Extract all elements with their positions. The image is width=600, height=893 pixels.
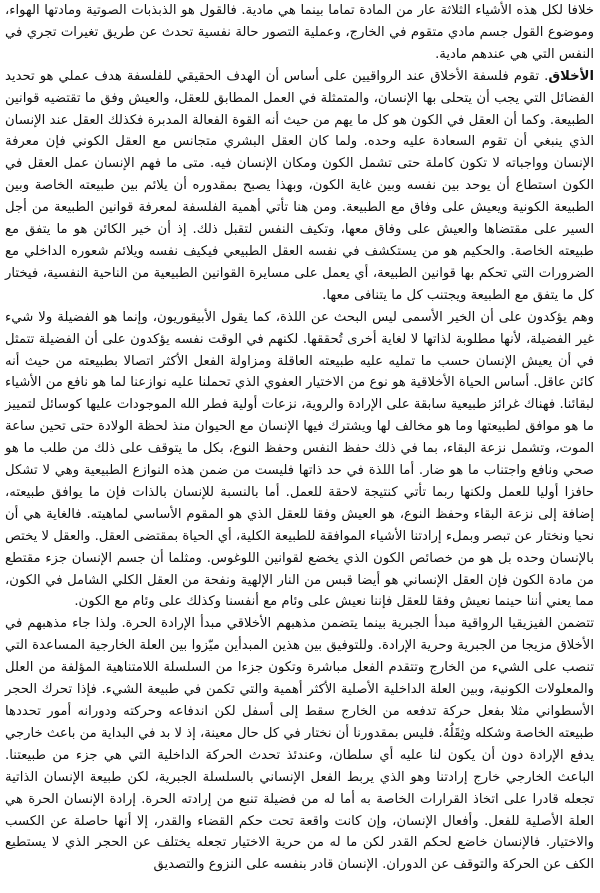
paragraph-ethics-body: . تقوم فلسفة الأخلاق عند الرواقيين على أساس أن الهدف الحقيقي للفلسفة هدف عملي هو تحديد الفضائل التي يجب أن يتحلى بها الإنسان، والمتمثلة في العمل المطابق للعقل، والعيش وفق ما تقتضيه قوانين الطبيعة. وكما أن العقل في الكون هو كل ما يهم من حيث أنه القوة الفعالة المدبرة فكذلك العقل عند الإنسان الذي ينبغي أن تقوم السعادة عليه وحده. ولما كان العقل البشري متجانس مع العقل الكوني فإن معرفة الإنسان وواجباته لا تكون كاملة حتى تشمل الكون ومكان الإنسان فيه. متى ما فهم الإنسان عمل العقل في الكون استطاع أن يوحد بين نفسه وبين غاية الكون، وبهذا يصبح بمقدوره أن يلائم بين طبيعته الخاصة وبين الطبيعة الكونية ويعيش على وفاق مع الطبيعة. ومن هنا تأتي أهمية الفلسفة لمعرفة قوانين الطبيعة من أجل السير على مقتضاها والعيش على وفاق معها، وتكيف النفس لتقبل ذلك. إذ أن خير الكائن هو ما يتفق مع طبيعته الخاصة. والحكيم هو من يستكشف في نفسه العقل الطبيعي فيكيف نفسه ويلائم شعوره الداخلي مع الضرورات التي تحكم بها قوانين الطبيعة، أي يعمل على مسايرة القوانين الطبيعية من الناحية النفسية، فيختار كل ما يتفق مع الطبيعة ويجتنب كل ما يتنافى معها. — [5, 68, 594, 303]
section-term-ethics: الأخلاق — [548, 68, 594, 84]
paragraph-free-will: تتضمن الفيزيقيا الرواقية مبدأ الجبرية بينما يتضمن مذهبهم الأخلاقي مبدأ الإرادة الحرة. ولذا جاء مذهبهم في الأخلاق مزيجا من الجبرية وحرية الإرادة. وللتوفيق بين هذين المبدأين ميّزوا بين العلة الخارجية المساعدة التي تنصب على الشيء من الخارج وتتقدم الفعل مباشرة وتكون جزءا من السلسلة اللامتناهية المؤلفة من العلل والمعلولات الكونية، وبين العلة الداخلية الأصلية الأكثر أهمية والتي تكمن في طبيعة الشيء. فإذا تحرك الحجر الأسطواني مثلا بفعل حركة تدفعه من الخارج سقط إلى أسفل لكن اندفاعه وحركته ودورانه أمور تحددها طبيعته الخاصة وشكله وثِقَلُهُ. فليس بمقدورنا أن نختار في كل حال معينة، إذ لا بد في البداية من باعث خارجي يدفع الإرادة دون أن يكون لنا عليه أي سلطان، وعندئذ تحدث الحركة الداخلية التي هي جزء من طبيعتنا. الباعث الخارجي خارج إرادتنا وهو الذي يربط الفعل الإنساني بالسلسلة الجبرية، لكن طبيعة الإنسان الذاتية تجعله قادرا على اتخاذ القرارات الخاصة به أما له من فضيلة تنبع من إرادته الحرة. إرادة الإنسان الحرة هي العلة الأصلية للفعل. وأفعال الإنسان، وإن كانت واقعة تحت حكم القضاء والقدر، إلا أنها حاصلة عن الكسب والاختيار. فالإنسان خاضع لحكم القدر لكن ما له من حرية الاختيار تجعله يختلف عن الحجر الذي لا يستطيع الكف عن الحركة والتوقف عن الدوران. الإنسان قادر بنفسه على النزوع والتصديق — [5, 616, 594, 873]
paragraph-ethics — [5, 66, 594, 307]
paragraph-virtue: وهم يؤكدون على أن الخير الأسمى ليس البحث عن اللذة، كما يقول الأبيقوريون، وإنما هو الفضيلة ولا شيء غير الفضيلة، لأنها مطلوبة لذاتها لا لغاية أخرى تُحققها. لكنهم في الوقت نفسه يؤكدون على أن الفضيلة تتمثل في أن يعيش الإنسان حسب ما تمليه عليه طبيعته العاقلة ومزاولة الفعل الأكثر اتصالا بطبيعته من حيث أنه كائن عاقل. أساس الحياة الأخلاقية هو نوع من الاختيار العفوي الذي تحملنا عليه نوازعنا لما هو نافع من الأشياء لبقائنا. فهناك غرائز طبيعية سابقة على الإرادة والروية، نزعات أولية فطر الله الموجودات عليها كوسائل لتمييز ما هو موافق لطبيعتها وما هو مخالف لها ويشترك فيها الإنسان مع الحيوان منذ لحظة الولادة حتى تحين ساعة الموت، وتشمل نزعة البقاء، بما في ذلك حفظ النفس وحفظ النوع، بكل ما يتوقف على ذلك من طلب ما هو صحي ونافع واجتناب ما هو ضار. أما اللذة في حد ذاتها فليست من ضمن هذه النوازع الطبيعية وهي لا تشكل حافزا أوليا للعمل ولكنها ربما تأتي كنتيجة لاحقة للعمل. أما بالنسبة للإنسان بالذات فإن ما يوافق طبيعته، إضافة إلى نزعة البقاء وحفظ النوع، هو العيش وفقا للعقل الذي هو المقوم الأساسي لماهيته. فالغاية هي أن نحيا ونختار عن تبصر وبملء إرادتنا الأشياء الموافقة للطبيعة الكلية، أي الحياة بمقتضى العقل. والعقل لا يختص بالإنسان وحده بل هو من خصائص الكون الذي يخضع لقوانين اللوغوس. ومثلما أن جسم الإنسان جزء مقتطع من مادة الكون فإن العقل الإنساني هو أيضا قبس من النار الإلهية ونفحة من العقل الكلي الشامل في الكون، مما يعني أننا حينما نعيش وفقا للعقل فإننا نعيش على وئام مع أنفسنا وكذلك على وئام مع الكون. — [5, 309, 594, 610]
paragraph-intro: خلافا لكل هذه الأشياء الثلاثة عار من المادة تماما بينما هي مادية. فالقول هو الذبذبات الصوتية ومادتها الهواء، وموضوع القول جسم مادي متقوم في الخارج، وعملية التصور حالة نفسية تحدث عن طريق تغيرات تجري في النفس التي هي عندهم مادية. — [5, 3, 594, 62]
